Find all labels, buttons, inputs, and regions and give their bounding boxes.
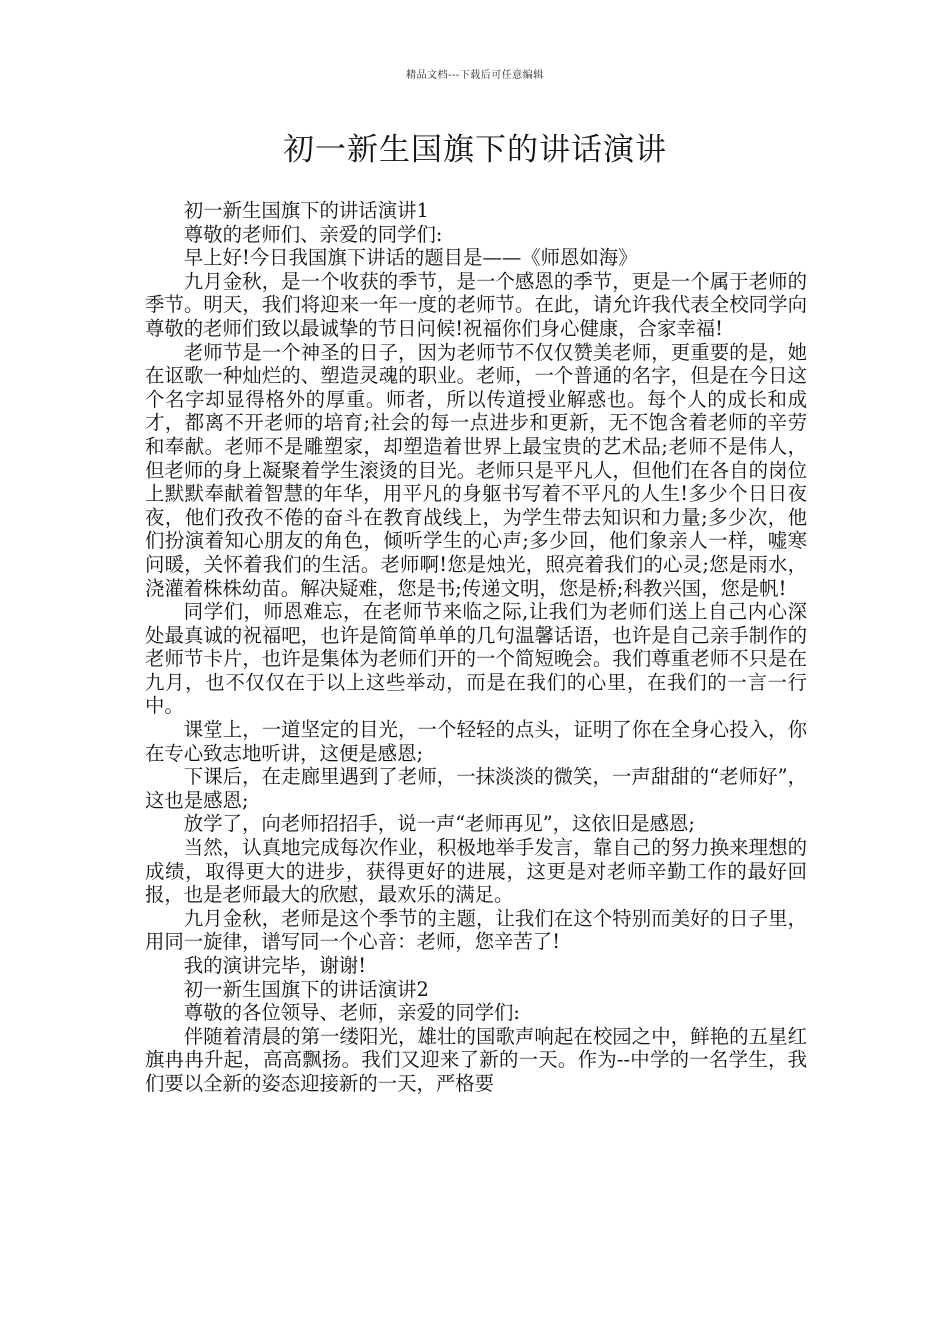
closing-line: 我的演讲完毕，谢谢!	[183, 954, 367, 977]
heading-speech-2: 初一新生国旗下的讲话演讲2	[183, 977, 429, 1001]
paragraph: 九月金秋，老师是这个季节的主题，让我们在这个特别而美好的日子里，用同一旋律，谱写同一个心音：老师，您辛苦了!	[145, 906, 807, 954]
page-title: 初一新生国旗下的讲话演讲	[283, 132, 667, 168]
paragraph: 九月金秋，是一个收获的季节，是一个感恩的季节，更是一个属于老师的季节。明天，我们将迎来一年一度的老师节。在此，请允许我代表全校同学向尊敬的老师们致以最诚挚的节日问候!祝福你们身心健康，合家幸福!	[145, 269, 807, 340]
paragraph: 早上好!今日我国旗下讲话的题目是——《师恩如海》	[183, 246, 638, 270]
paragraph: 下课后，在走廊里遇到了老师，一抹淡淡的微笑，一声甜甜的“老师好”，这也是感恩;	[145, 765, 807, 812]
paragraph: 放学了，向老师招招手，说一声“老师再见”，这依旧是感恩;	[183, 812, 695, 836]
heading-speech-1: 初一新生国旗下的讲话演讲1	[183, 199, 429, 222]
paragraph: 当然，认真地完成每次作业，积极地举手发言，靠自己的努力换来理想的成绩，取得更大的进步，获得更好的进展，这更是对老师辛勤工作的最好回报，也是老师最大的欣慰，最欢乐的满足。	[145, 836, 807, 907]
paragraph: 老师节是一个神圣的日子，因为老师节不仅仅赞美老师，更重要的是，她在讴歌一种灿烂的、塑造灵魂的职业。老师，一个普通的名字，但是在今日这个名字却显得格外的厚重。师者，所以传道授业解惑也。每个人的成长和成才，都离不开老师的培育;社会的每一点进步和更新，无不饱含着老师的辛劳和奉献。老师不是雕塑家，却塑造着世界上最宝贵的艺术品;老师不是伟人，但老师的身上凝聚着学生滚烫的目光。老师只是平凡人，但他们在各自的岗位上默默奉献着智慧的年华，用平凡的身躯书写着不平凡的人生!多少个日日夜夜，他们孜孜不倦的奋斗在教育战线上，为学生带去知识和力量;多少次，他们扮演着知心朋友的角色，倾听学生的心声;多少回，他们象亲人一样，嘘寒问暖，关怀着我们的生活。老师啊!您是烛光，照亮着我们的心灵;您是雨水，浇灌着株株幼苗。解决疑难，您是书;传递文明，您是桥;科教兴国，您是帆!	[145, 340, 807, 600]
paragraph: 同学们，师恩难忘，在老师节来临之际,让我们为老师们送上自己内心深处最真诚的祝福吧，也许是简简单单的几句温馨话语，也许是自己亲手制作的老师节卡片，也许是集体为老师们开的一个简短晚会。我们尊重老师不只是在九月，也不仅仅在于以上这些举动，而是在我们的心里，在我们的一言一行中。	[145, 600, 807, 718]
salutation-1: 尊敬的老师们、亲爱的同学们:	[183, 222, 443, 246]
document-body	[145, 199, 807, 1096]
paragraph: 课堂上，一道坚定的目光，一个轻轻的点头，证明了你在全身心投入，你在专心致志地听讲，这便是感恩;	[145, 718, 807, 765]
header-note: 精品文档---下载后可任意编辑	[406, 70, 544, 81]
salutation-2: 尊敬的各位领导、老师，亲爱的同学们:	[183, 1001, 520, 1025]
paragraph: 伴随着清晨的第一缕阳光，雄壮的国歌声响起在校园之中，鲜艳的五星红旗冉冉升起，高高飘扬。我们又迎来了新的一天。作为--中学的一名学生，我们要以全新的姿态迎接新的一天，严格要	[145, 1024, 807, 1095]
